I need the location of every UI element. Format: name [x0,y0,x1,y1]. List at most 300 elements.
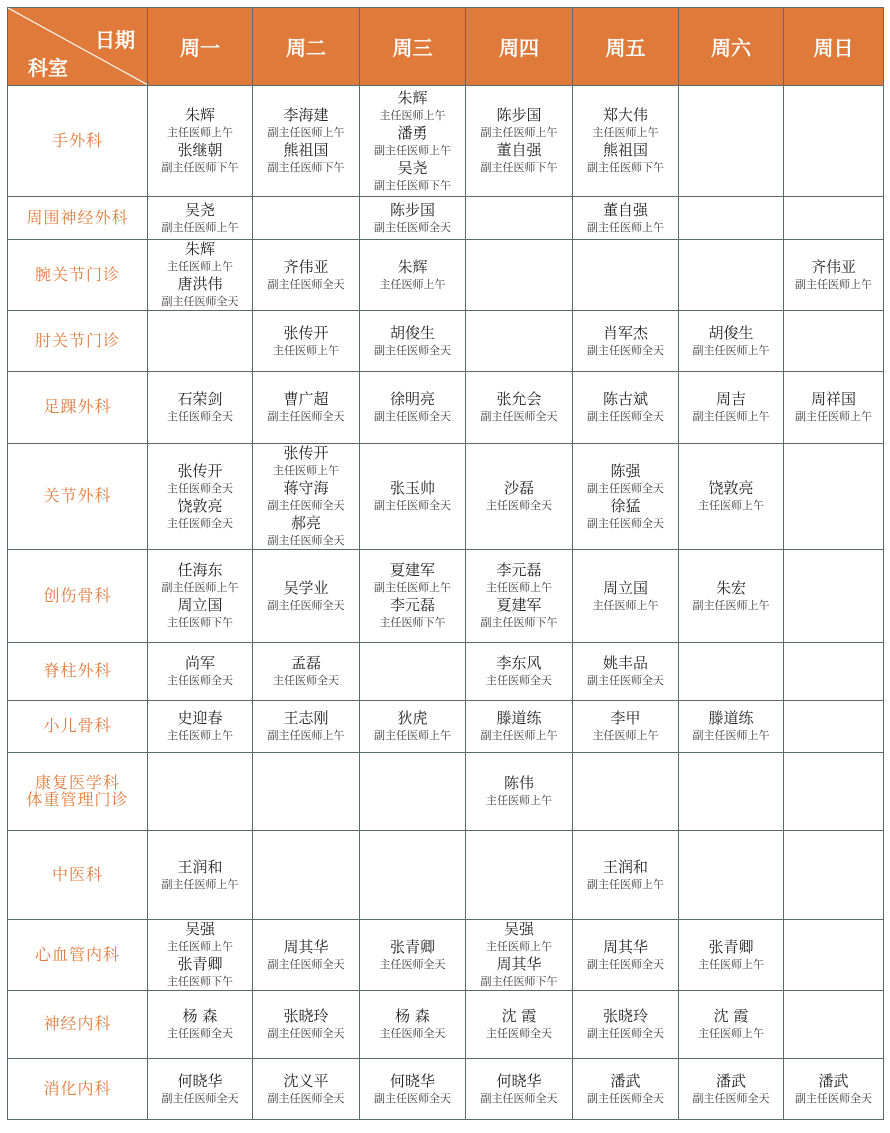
schedule-cell [573,643,679,701]
schedule-cell [148,372,253,444]
doctor-title-session: 副主任医师上午 [587,220,664,234]
doctor-name: 夏建军 [389,561,435,579]
schedule-cell [360,701,466,753]
doctor-name: 周祥国 [810,390,856,408]
table-row [8,753,884,831]
schedule-cell [148,701,253,753]
doctor-title-session: 副主任医师上午 [692,598,770,612]
schedule-cell [573,240,679,311]
doctor-title-session: 副主任医师上午 [795,410,872,423]
doctor-title-session: 副主任医师下午 [480,616,558,629]
table-row [8,831,884,920]
doctor-title-session: 副主任医师上午 [374,581,451,594]
doctor-title-session: 主任医师上午 [592,729,659,742]
doctor-title-session: 副主任医师全天 [587,481,664,495]
department-name: 消化内科 [43,1078,112,1098]
schedule-cell [573,701,679,753]
schedule-cell [360,311,466,372]
doctor-title-session: 副主任医师全天 [692,1091,770,1105]
schedule-body [8,86,884,1120]
doctor-name: 滕道练 [708,709,754,727]
doctor-title-session: 副主任医师全天 [161,1091,239,1105]
doctor-name: 饶敦亮 [177,496,223,515]
doctor-name: 吴强 [184,920,215,938]
day-header: 周四 [466,8,573,86]
department-name: 康复医学科 [34,772,120,792]
doctor-name: 周立国 [602,578,648,597]
doctor-name: 饶敦亮 [708,479,754,497]
doctor-title-session: 副主任医师全天 [374,343,451,357]
doctor-title-session: 主任医师全天 [486,499,552,512]
schedule-cell [784,701,884,753]
schedule-cell [360,86,466,197]
doctor-name: 李元磊 [389,596,435,614]
schedule-cell [679,831,784,920]
doctor-name: 李元磊 [496,561,542,579]
schedule-wrapper [7,7,883,1120]
doctor-title-session: 副主任医师全天 [161,295,239,308]
doctor-name: 王润和 [177,857,223,876]
doctor-name: 熊祖国 [283,141,329,159]
doctor-title-session: 副主任医师上午 [374,143,451,157]
doctor-name: 齐伟亚 [810,257,856,276]
schedule-cell [573,550,679,643]
doctor-title-session: 主任医师上午 [486,794,552,807]
schedule-cell [253,1059,360,1120]
doctor-name: 张玉帅 [389,479,435,497]
doctor-name: 胡俊生 [389,323,435,342]
table-row [8,1059,884,1120]
doctor-title-session: 副主任医师上午 [480,729,558,742]
schedule-cell [784,643,884,701]
schedule-cell [466,753,573,831]
schedule-cell [360,643,466,701]
doctor-name: 任海东 [177,561,223,579]
schedule-cell [573,753,679,831]
doctor-name: 熊祖国 [602,141,648,159]
schedule-cell [573,372,679,444]
schedule-cell [679,643,784,701]
department-name: 周围神经外科 [26,207,129,227]
doctor-name: 何晓华 [389,1071,435,1090]
table-row [8,991,884,1059]
doctor-name: 张继朝 [177,141,223,159]
doctor-name: 郝亮 [290,514,321,532]
schedule-cell [466,86,573,197]
doctor-name: 史迎春 [177,709,223,727]
department-name: 脊柱外科 [43,661,112,681]
schedule-cell [573,1059,679,1120]
schedule-cell [360,197,466,240]
schedule-cell [148,831,253,920]
doctor-title-session: 主任医师上午 [592,598,659,612]
day-header: 周一 [148,8,253,86]
schedule-cell [573,311,679,372]
doctor-title-session: 主任医师下午 [167,616,233,629]
doctor-title-session: 主任医师上午 [167,260,233,273]
doctor-title-session: 副主任医师全天 [267,410,345,423]
table-row [8,311,884,372]
doctor-name: 滕道练 [496,709,542,727]
doctor-name: 张青卿 [177,955,223,973]
doctor-title-session: 副主任医师全天 [587,343,664,357]
schedule-cell [679,991,784,1059]
schedule-cell [679,920,784,991]
doctor-name: 吴学业 [283,578,329,597]
doctor-title-session: 主任医师全天 [167,481,233,495]
schedule-cell [253,197,360,240]
corner-date-label: 日期 [95,28,135,52]
schedule-cell [148,991,253,1059]
doctor-name: 徐猛 [610,496,641,515]
doctor-name: 胡俊生 [708,323,754,342]
doctor-name: 朱辉 [397,257,428,276]
schedule-cell [466,1059,573,1120]
doctor-name: 张晓玲 [602,1007,648,1025]
doctor-title-session: 主任医师下午 [167,975,233,988]
department-cell [8,701,148,753]
doctor-title-session: 副主任医师上午 [692,343,770,357]
doctor-name: 周其华 [602,937,648,956]
schedule-cell [466,444,573,550]
schedule-cell [148,86,253,197]
doctor-name: 张允会 [496,390,542,408]
schedule-cell [784,920,884,991]
department-name: 手外科 [51,130,103,150]
doctor-name: 周吉 [715,390,746,408]
schedule-cell [466,701,573,753]
day-header: 周二 [253,8,360,86]
schedule-cell [573,86,679,197]
schedule-cell [253,991,360,1059]
department-cell [8,643,148,701]
schedule-cell [148,1059,253,1120]
schedule-cell [679,197,784,240]
doctor-name: 沙磊 [503,479,534,497]
department-cell [8,444,148,550]
doctor-title-session: 副主任医师全天 [480,410,558,423]
doctor-title-session: 副主任医师全天 [480,1091,558,1105]
doctor-name: 沈义平 [283,1071,329,1090]
department-name: 腕关节门诊 [34,264,120,284]
doctor-name: 张传开 [177,461,223,480]
doctor-title-session: 副主任医师全天 [374,1091,451,1105]
doctor-title-session: 主任医师上午 [698,499,764,512]
doctor-title-session: 主任医师全天 [167,410,233,423]
doctor-title-session: 副主任医师上午 [161,877,239,891]
department-cell [8,311,148,372]
doctor-title-session: 副主任医师下午 [480,161,558,174]
doctor-name: 陈古斌 [602,390,648,408]
doctor-name: 潘勇 [397,123,428,142]
doctor-title-session: 副主任医师全天 [587,410,664,423]
doctor-title-session: 副主任医师全天 [374,220,451,234]
doctor-name: 陈步国 [496,106,542,124]
doctor-name: 潘武 [610,1071,641,1090]
day-header: 周三 [360,8,466,86]
schedule-cell [253,550,360,643]
schedule-cell [573,831,679,920]
department-name: 小儿骨科 [43,716,112,736]
doctor-title-session: 主任医师全天 [167,674,233,687]
doctor-title-session: 副主任医师上午 [374,729,451,742]
schedule-cell [360,920,466,991]
schedule-cell [253,753,360,831]
table-row [8,643,884,701]
doctor-name: 朱辉 [184,240,215,258]
doctor-name: 张青卿 [389,937,435,956]
schedule-cell [466,197,573,240]
doctor-title-session: 主任医师上午 [379,277,446,291]
schedule-cell [148,643,253,701]
department-name: 关节外科 [43,486,112,506]
schedule-cell [148,197,253,240]
schedule-cell [253,86,360,197]
doctor-title-session: 副主任医师上午 [267,126,345,139]
doctor-name: 张传开 [283,444,329,462]
doctor-name: 朱辉 [397,88,428,107]
doctor-name: 肖军杰 [602,323,648,342]
day-header: 周五 [573,8,679,86]
doctor-name: 周其华 [283,937,329,956]
doctor-title-session: 副主任医师下午 [587,161,664,174]
schedule-cell [253,920,360,991]
doctor-title-session: 主任医师上午 [273,464,339,477]
department-cell [8,86,148,197]
schedule-cell [679,372,784,444]
doctor-title-session: 副主任医师全天 [267,499,345,512]
schedule-cell [148,444,253,550]
doctor-title-session: 主任医师上午 [167,729,233,742]
schedule-cell [466,240,573,311]
schedule-cell [148,920,253,991]
doctor-title-session: 副主任医师全天 [267,1091,345,1105]
doctor-name: 朱宏 [715,578,746,597]
doctor-title-session: 主任医师上午 [486,581,552,594]
doctor-title-session: 主任医师全天 [486,1027,552,1040]
doctor-name: 张晓玲 [283,1007,329,1025]
department-cell [8,240,148,311]
doctor-title-session: 副主任医师上午 [161,220,239,234]
department-cell [8,991,148,1059]
doctor-title-session: 副主任医师全天 [795,1091,872,1105]
doctor-title-session: 副主任医师全天 [587,1091,664,1105]
doctor-name: 狄虎 [397,709,428,727]
table-row [8,197,884,240]
doctor-title-session: 副主任医师上午 [692,410,770,423]
schedule-cell [360,240,466,311]
schedule-cell [466,550,573,643]
schedule-cell [253,701,360,753]
schedule-cell [784,1059,884,1120]
doctor-name: 吴尧 [184,200,215,219]
doctor-title-session: 主任医师全天 [167,516,233,530]
schedule-cell [466,831,573,920]
doctor-name: 尚军 [184,654,215,672]
table-row [8,86,884,197]
schedule-cell [784,444,884,550]
table-row [8,240,884,311]
schedule-cell [148,550,253,643]
schedule-cell [679,550,784,643]
doctor-name: 何晓华 [177,1071,223,1090]
doctor-name: 陈伟 [503,774,534,792]
doctor-name: 李海建 [283,106,329,124]
schedule-cell [573,444,679,550]
schedule-cell [466,372,573,444]
doctor-title-session: 副主任医师下午 [161,161,239,174]
doctor-name: 夏建军 [496,596,542,614]
doctor-title-session: 副主任医师全天 [267,534,345,547]
doctor-name: 曹广超 [283,390,329,408]
table-row [8,550,884,643]
doctor-name: 姚丰品 [602,654,648,672]
corner-header-cell [8,8,148,86]
schedule-cell [148,753,253,831]
doctor-title-session: 副主任医师上午 [587,877,664,891]
schedule-cell [360,1059,466,1120]
doctor-name: 何晓华 [496,1071,542,1090]
department-cell [8,197,148,240]
schedule-cell [253,372,360,444]
doctor-name: 孟磊 [290,654,321,672]
department-cell [8,920,148,991]
department-name: 肘关节门诊 [34,330,120,350]
doctor-name: 齐伟亚 [283,257,329,276]
schedule-cell [466,643,573,701]
doctor-title-session: 主任医师上午 [379,108,446,122]
doctor-name: 周其华 [496,955,542,973]
doctor-title-session: 副主任医师全天 [587,957,664,971]
schedule-cell [360,444,466,550]
department-name: 体重管理门诊 [26,789,129,809]
table-row [8,372,884,444]
doctor-title-session: 主任医师上午 [273,343,339,357]
doctor-name: 王润和 [602,857,648,876]
schedule-cell [466,991,573,1059]
schedule-cell [784,197,884,240]
doctor-title-session: 主任医师上午 [698,957,764,971]
doctor-name: 陈步国 [389,200,435,219]
doctor-title-session: 副主任医师全天 [267,598,345,612]
doctor-name: 王志刚 [283,709,329,727]
doctor-title-session: 主任医师全天 [379,957,446,971]
doctor-name: 徐明亮 [389,390,435,408]
doctor-name: 吴强 [503,920,534,938]
doctor-title-session: 副主任医师全天 [267,957,345,971]
doctor-name: 杨 森 [182,1007,218,1025]
day-header: 周六 [679,8,784,86]
department-name: 足踝外科 [43,397,112,417]
doctor-title-session: 主任医师上午 [486,940,552,953]
doctor-name: 郑大伟 [602,106,648,124]
doctor-title-session: 副主任医师下午 [480,975,558,988]
doctor-name: 沈 霞 [501,1007,537,1025]
schedule-cell [679,701,784,753]
schedule-cell [466,311,573,372]
schedule-cell [784,372,884,444]
schedule-cell [360,991,466,1059]
doctor-title-session: 副主任医师全天 [587,1027,664,1040]
schedule-cell [784,831,884,920]
doctor-name: 张青卿 [708,937,754,956]
doctor-name: 沈 霞 [713,1007,749,1025]
doctor-name: 吴尧 [397,158,428,177]
doctor-name: 潘武 [818,1071,849,1090]
doctor-name: 李甲 [610,709,641,727]
doctor-name: 陈强 [610,461,641,480]
header-row [8,8,884,86]
doctor-name: 董自强 [496,141,542,159]
schedule-cell [784,753,884,831]
schedule-cell [784,240,884,311]
doctor-title-session: 主任医师全天 [273,674,339,687]
schedule-cell [679,240,784,311]
schedule-cell [679,1059,784,1120]
doctor-title-session: 副主任医师上午 [480,126,558,139]
department-cell [8,1059,148,1120]
schedule-cell [253,831,360,920]
doctor-title-session: 主任医师全天 [379,1027,446,1040]
schedule-cell [573,991,679,1059]
department-cell [8,550,148,643]
department-name: 心血管内科 [34,944,120,964]
schedule-cell [360,753,466,831]
doctor-title-session: 主任医师全天 [486,674,552,687]
department-cell [8,831,148,920]
schedule-cell [573,920,679,991]
doctor-title-session: 副主任医师全天 [267,1027,345,1040]
doctor-title-session: 副主任医师上午 [795,277,872,291]
doctor-title-session: 主任医师上午 [167,940,233,953]
schedule-cell [253,444,360,550]
doctor-name: 石荣剑 [177,390,223,408]
doctor-title-session: 副主任医师全天 [267,277,345,291]
doctor-name: 潘武 [715,1071,746,1090]
schedule-cell [679,86,784,197]
doctor-title-session: 副主任医师下午 [267,161,345,174]
doctor-name: 董自强 [602,200,648,219]
schedule-cell [784,550,884,643]
department-name: 中医科 [51,864,103,884]
corner-dept-label: 科室 [28,56,68,80]
doctor-title-session: 副主任医师下午 [374,178,451,192]
table-row [8,920,884,991]
doctor-title-session: 副主任医师全天 [587,674,664,687]
doctor-name: 蒋守海 [283,479,329,497]
schedule-cell [784,86,884,197]
schedule-cell [148,240,253,311]
schedule-cell [253,311,360,372]
doctor-name: 张传开 [283,323,329,342]
schedule-cell [784,311,884,372]
doctor-name: 朱辉 [184,106,215,124]
department-name: 创伤骨科 [43,585,112,605]
doctor-title-session: 副主任医师全天 [374,499,451,512]
table-row [8,701,884,753]
doctor-title-session: 副主任医师上午 [267,729,345,742]
doctor-title-session: 副主任医师全天 [587,516,664,530]
doctor-name: 周立国 [177,596,223,614]
schedule-cell [784,991,884,1059]
doctor-title-session: 主任医师上午 [592,126,659,139]
department-cell [8,753,148,831]
department-name: 神经内科 [43,1014,112,1034]
doctor-name: 唐洪伟 [177,275,223,293]
schedule-cell [679,311,784,372]
doctor-title-session: 副主任医师上午 [692,729,770,742]
schedule-cell [573,197,679,240]
